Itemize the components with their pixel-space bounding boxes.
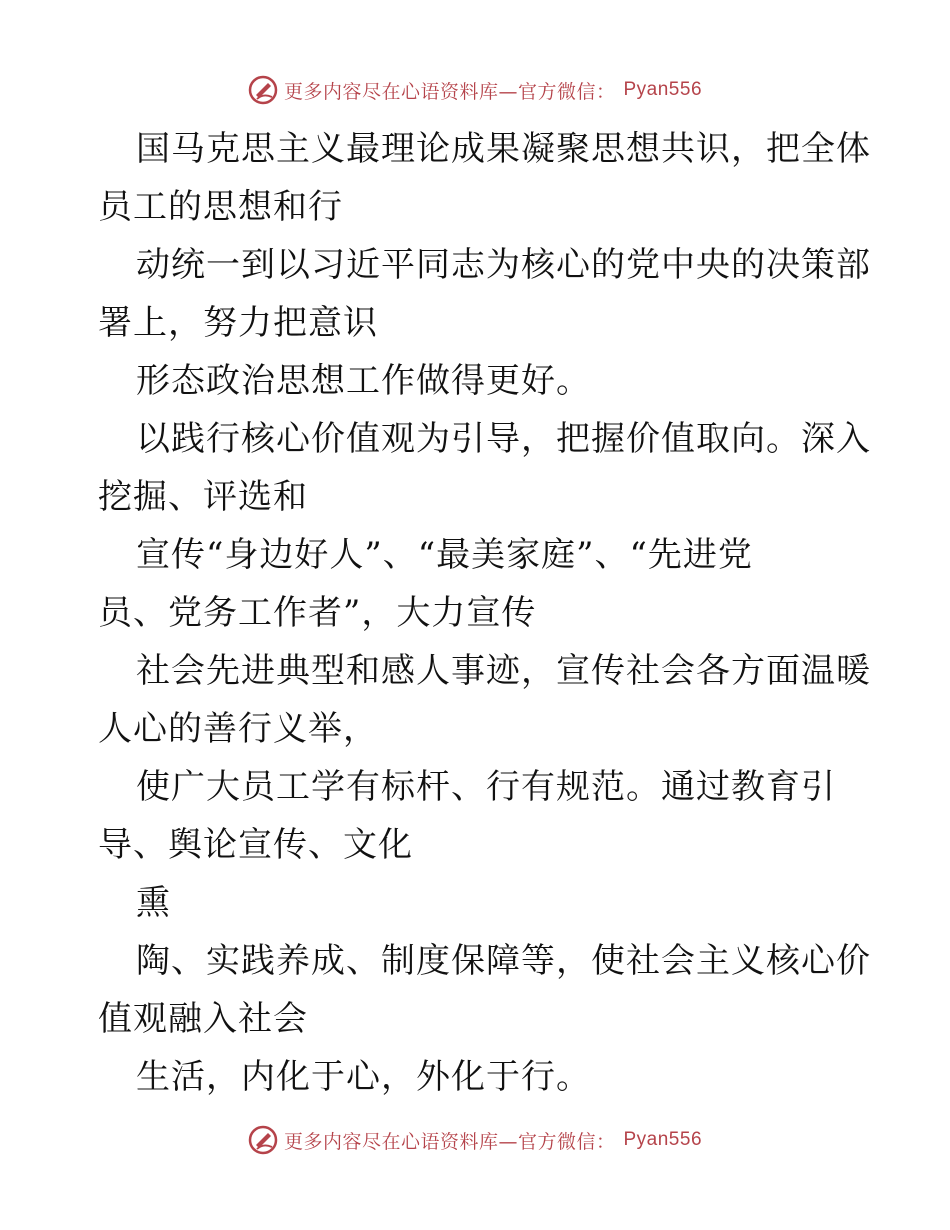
watermark-text: 更多内容尽在心语资料库—官方微信：	[283, 1130, 616, 1153]
text-line: 国马克思主义最理论成果凝聚思想共识，把全体	[136, 129, 871, 169]
text-line: 熏	[136, 883, 171, 923]
watermark-account: Pyan556	[623, 1129, 703, 1150]
book-quill-icon	[248, 1125, 278, 1155]
watermark-account: Pyan556	[623, 79, 703, 100]
text-line: 陶、实践养成、制度保障等，使社会主义核心价	[136, 941, 871, 981]
text-line: 员、党务工作者”，大力宣传	[98, 593, 537, 633]
text-line: 动统一到以习近平同志为核心的党中央的决策部	[136, 245, 871, 285]
watermark-text: 更多内容尽在心语资料库—官方微信：	[283, 80, 616, 103]
footer-watermark	[0, 1120, 950, 1160]
text-line: 值观融入社会	[98, 999, 308, 1039]
text-line: 社会先进典型和感人事迹，宣传社会各方面温暖	[136, 651, 871, 691]
text-line: 宣传“身边好人”、“最美家庭”、“先进党	[136, 535, 753, 575]
book-quill-icon	[248, 75, 278, 105]
header-watermark	[0, 70, 950, 110]
text-line: 使广大员工学有标杆、行有规范。通过教育引	[136, 767, 836, 807]
text-line: 导、舆论宣传、文化	[98, 825, 413, 865]
text-line: 挖掘、评选和	[98, 477, 308, 517]
text-line: 员工的思想和行	[98, 187, 343, 227]
text-line: 生活，内化于心，外化于行。	[136, 1057, 591, 1097]
document-body	[98, 120, 871, 1106]
text-line: 形态政治思想工作做得更好。	[136, 361, 591, 401]
text-line: 以践行核心价值观为引导，把握价值取向。深入	[136, 419, 871, 459]
text-line: 署上，努力把意识	[98, 303, 378, 343]
text-line: 人心的善行义举，	[98, 709, 378, 749]
